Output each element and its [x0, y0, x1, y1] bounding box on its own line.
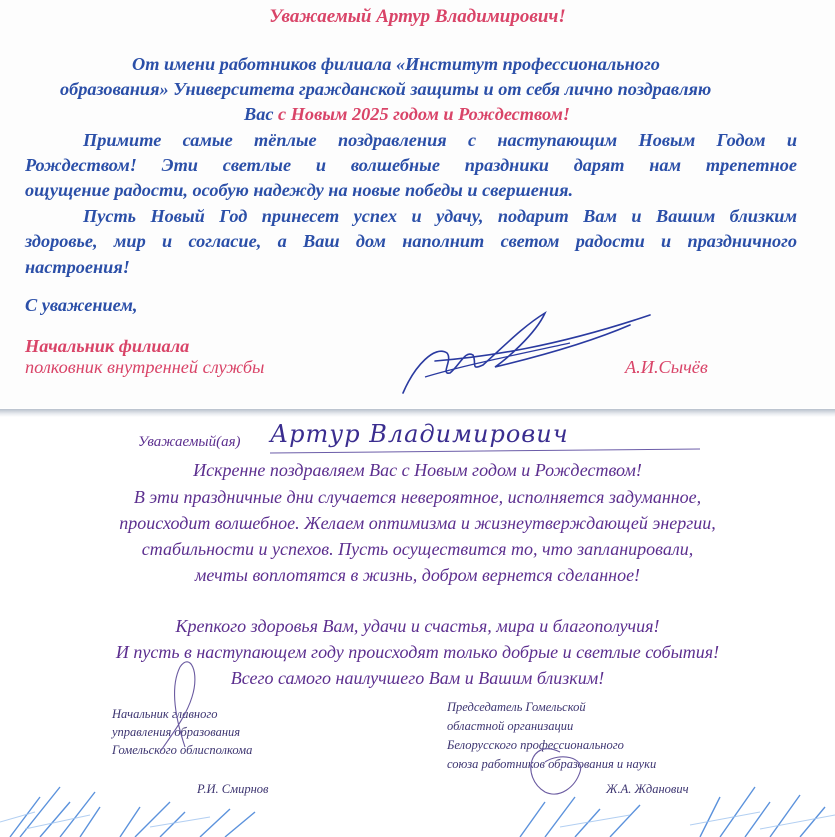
para2-line1: Примите самые тёплые поздравления с наступающим Новым Годом и	[83, 130, 797, 150]
wish-line-1: Крепкого здоровья Вам, удачи и счастья, мира и благополучия!	[175, 616, 660, 636]
right-signer-title-3: Белорусского профессионального	[447, 738, 624, 752]
para2-line3: ощущение радости, особую надежду на новые победы и свершения.	[25, 180, 574, 200]
right-signer-title-2: областной организации	[447, 719, 574, 733]
greeting-line: Уважаемый Артур Владимирович!	[269, 6, 566, 27]
left-signer-title-3: Гомельского облисполкома	[112, 743, 253, 757]
para1-line3-prefix: Вас	[244, 104, 279, 124]
closing: С уважением,	[25, 295, 138, 315]
para2-line2: Рождеством! Эти светлые и волшебные праздники дарят нам трепетное	[25, 155, 797, 175]
holiday-highlight: с Новым 2025 годом и Рождеством!	[278, 104, 571, 124]
rank-line: полковник внутренней службы	[25, 357, 265, 377]
para3-line2: здоровье, мир и согласие, а Ваш дом наполнит светом радости и праздничного	[25, 231, 797, 251]
position-title: Начальник филиала	[25, 336, 190, 356]
wish-line-3: Всего самого наилучшего Вам и Вашим близким!	[230, 668, 605, 688]
card-line-5: мечты воплотятся в жизнь, добром вернется сделанное!	[194, 565, 641, 585]
card-line-3: происходит волшебное. Желаем оптимизма и жизнеутверждающей энергии,	[119, 513, 716, 533]
wish-line-2: И пусть в наступающем году происходят только добрые и светлые события!	[115, 642, 720, 662]
salutation-label: Уважаемый(ая)	[138, 434, 241, 450]
para3-line1: Пусть Новый Год принесет успех и удачу, подарит Вам и Вашим близким	[83, 206, 797, 226]
para1-line3	[244, 104, 570, 125]
page-separator	[0, 409, 835, 417]
para1-line2: образования» Университета гражданской защиты и от себя лично поздравляю	[60, 79, 712, 99]
signatory-name: А.И.Сычёв	[625, 357, 708, 377]
left-signer-name: Р.И. Смирнов	[197, 782, 269, 796]
left-signer-title-1: Начальник главного	[112, 707, 218, 721]
card-line-4: стабильности и успехов. Пусть осуществится то, что запланировали,	[141, 539, 694, 559]
right-signer-title-1: Председатель Гомельской	[447, 700, 586, 714]
right-signer-title-4: союза работников образования и науки	[447, 757, 657, 771]
handwritten-name: Артур Владимирович	[270, 420, 569, 448]
education-greeting-card	[0, 417, 835, 837]
left-signer-title-2: управления образования	[112, 725, 241, 739]
right-signer-name: Ж.А. Жданович	[606, 782, 689, 796]
card-line-1: Искренне поздравляем Вас с Новым годом и Рождеством!	[193, 460, 642, 480]
institute-greeting-letter	[0, 0, 835, 408]
card-line-2: В эти праздничные дни случается невероятное, исполняется задуманное,	[133, 487, 702, 507]
para1-line1: От имени работников филиала «Институт профессионального	[132, 54, 660, 74]
signature-scribble-1	[395, 305, 665, 400]
para3-line3: настроения!	[25, 257, 130, 277]
signature-scribbles-bottom	[0, 417, 835, 837]
